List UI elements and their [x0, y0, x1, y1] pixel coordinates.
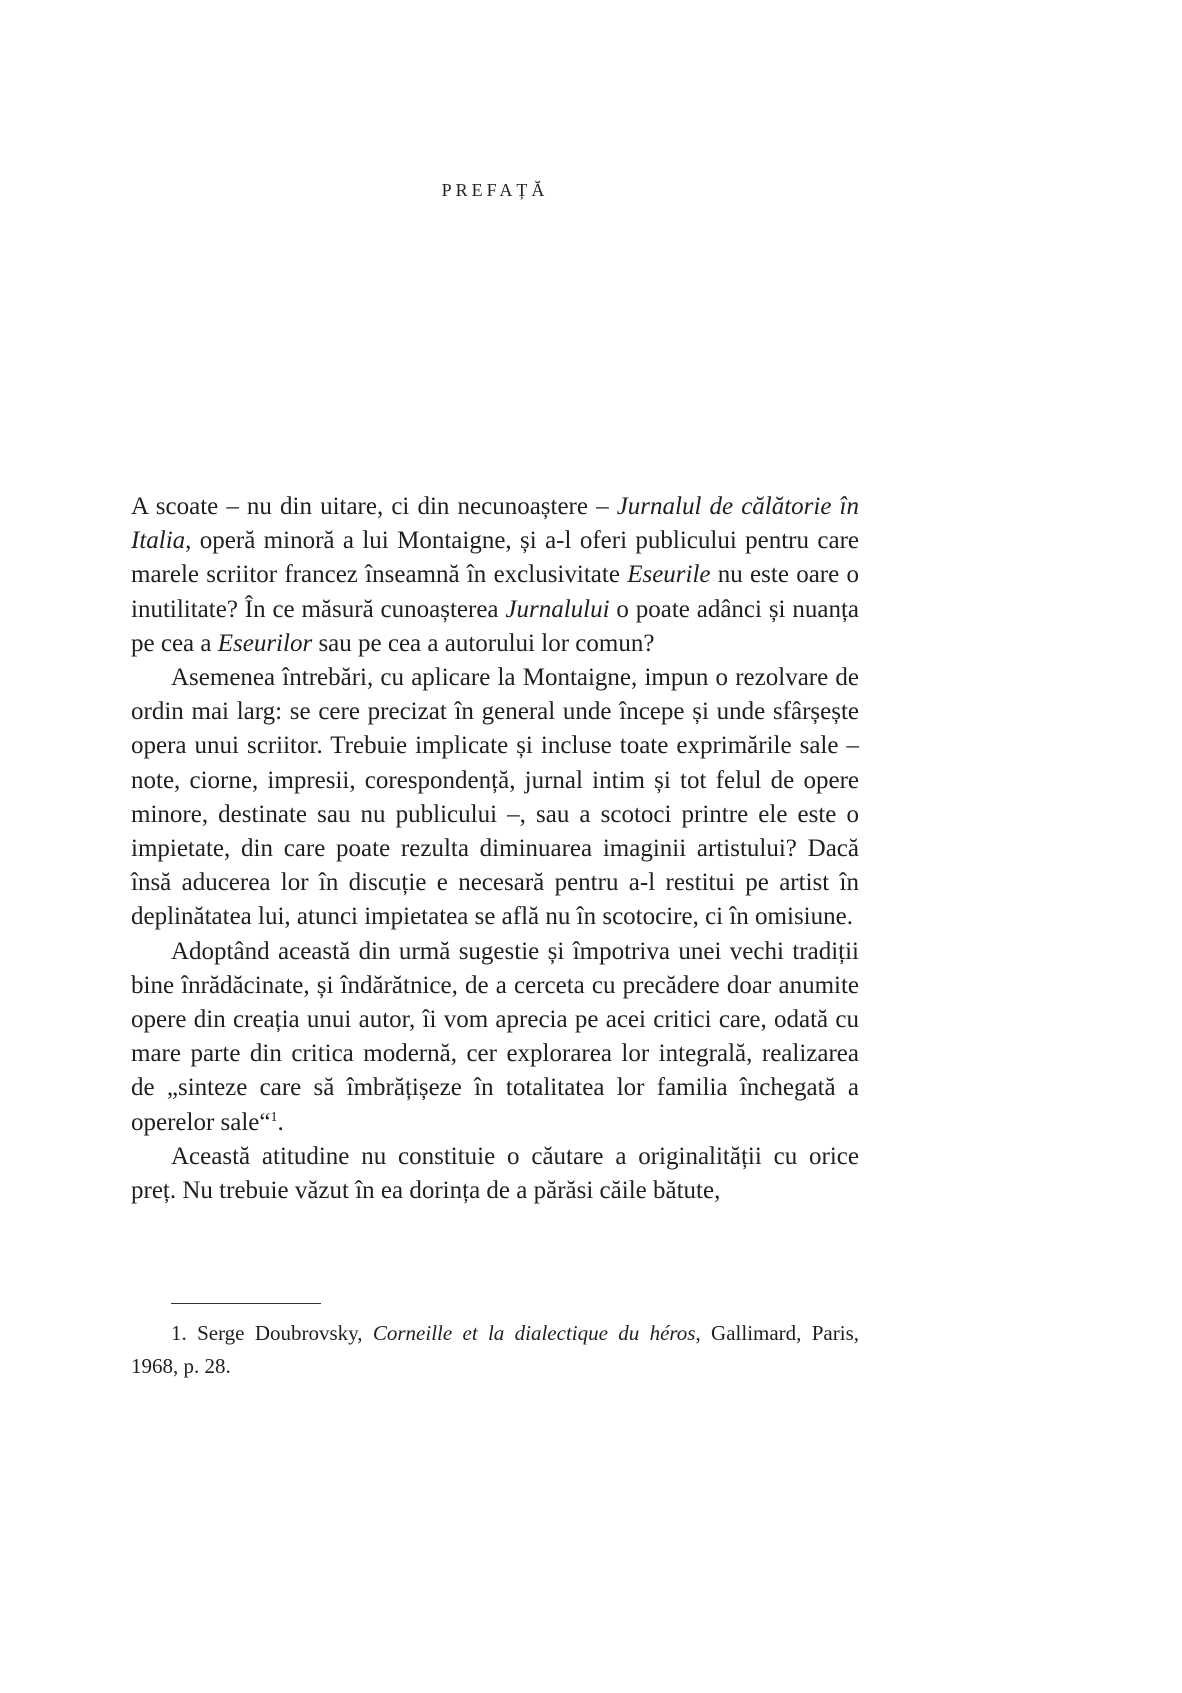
- text-run: sau pe cea a autorului lor comun?: [312, 629, 655, 657]
- footnote-divider: [171, 1303, 321, 1304]
- paragraph: [131, 661, 859, 935]
- body-text: [131, 490, 859, 1208]
- italic-title: Eseurile: [627, 561, 711, 589]
- paragraph: [131, 1140, 859, 1208]
- text-run: , Gallimard, Paris, 1968, p. 28.: [131, 1321, 859, 1378]
- text-run: Această atitudine nu constituie o căutare a originalității cu orice preț. Nu trebuie văzut în ea dorința de a părăsi căile bătute,: [131, 1142, 859, 1205]
- italic-title: Eseurilor: [217, 629, 313, 657]
- paragraph: [131, 490, 859, 661]
- footnote: [131, 1317, 859, 1383]
- text-run: o poate adânci și nuanța pe cea a: [131, 595, 859, 657]
- footnote-text: [131, 1317, 859, 1383]
- text-run: , operă minoră a lui Montaigne, și a-l oferi publicului pentru care marele scriitor francez înseamnă în exclusivitate: [131, 527, 859, 589]
- text-run: 1. Serge Doubrovsky,: [171, 1321, 373, 1345]
- paragraph: [131, 935, 859, 1140]
- text-run: nu este oare o inutilitate? În ce măsură cunoașterea: [131, 561, 859, 623]
- text-run: A scoate – nu din uitare, ci din necunoaștere –: [131, 493, 617, 520]
- footnote-marker: 1: [270, 1109, 278, 1125]
- text-run: .: [277, 1108, 284, 1136]
- text-run: Asemenea întrebări, cu aplicare la Montaigne, impun o rezolvare de ordin mai larg: se cere precizat în general unde începe și unde sfârșește opera unui scriitor. Trebuie implicate și incluse toate exprimările sale – note, ciorne, impresii, corespondență, jurnal intim și tot felul de opere minore, destinate sau nu publicului –, sau a scotoci printre ele este o impietate, din care poate rezulta diminuarea imaginii artistului? Dacă însă aducerea lor în discuție e necesară pentru a-l restitui pe artist în deplinătatea lui, atunci impietatea se află nu în scotocire, ci în omisiune.: [131, 664, 859, 931]
- italic-title: Corneille et la dialectique du héros: [372, 1321, 696, 1345]
- italic-title: Jurnalului: [505, 595, 610, 623]
- italic-title: Jurnalul de călătorie în Italia: [131, 493, 859, 555]
- running-head: PREFAȚĂ: [441, 180, 549, 200]
- text-run: Adoptând această din urmă sugestie și împotriva unei vechi tradiții bine înrădăcinate, și îndărătnice, de a cerceta cu precădere doar anumite opere din creația unui autor, îi vom aprecia pe acei critici care, odată cu mare parte din critica modernă, cer explorarea lor integrală, realizarea de „sinteze care să îmbrățișeze în totalitatea lor familia închegată a operelor sale“: [131, 937, 859, 1136]
